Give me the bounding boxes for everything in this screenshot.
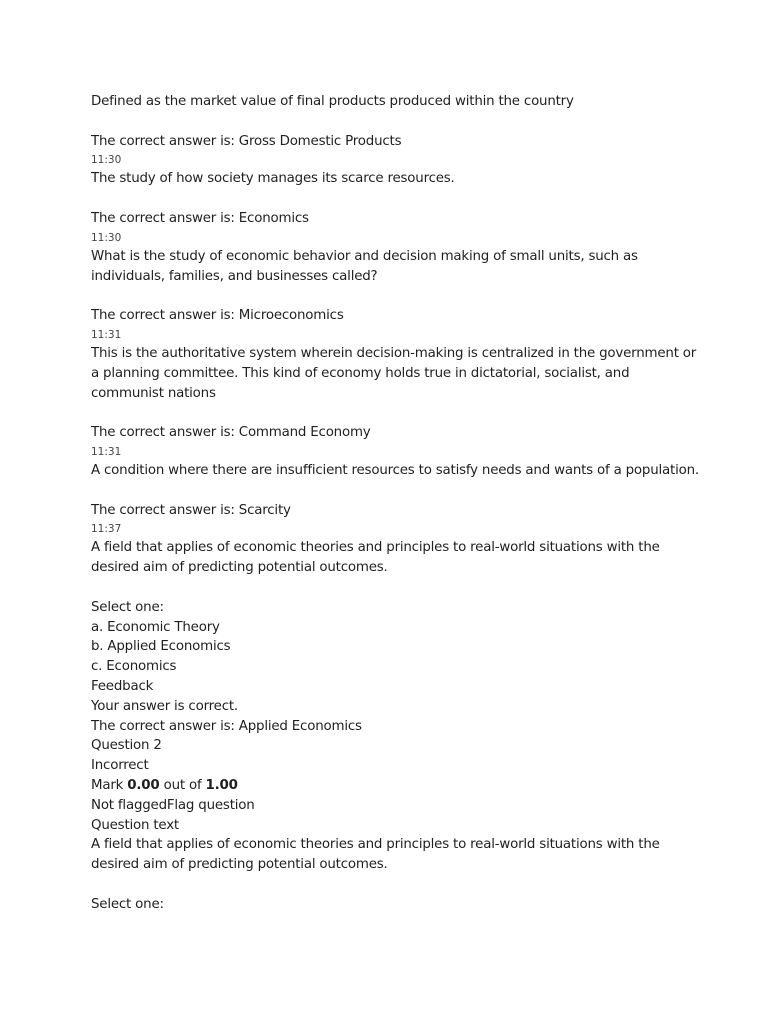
question-status: Incorrect: [91, 758, 149, 774]
correct-answer: The correct answer is: Economics: [91, 210, 309, 226]
question-text: A field that applies of economic theories and principles to real-world situations with the desired aim of predicting potential outcomes.: [91, 837, 660, 873]
timestamp: 11:30: [91, 154, 122, 167]
question-text: A field that applies of economic theories and principles to real-world situations with the desired aim of predicting potential outcomes.: [91, 540, 660, 576]
mark-value: 0.00: [127, 777, 160, 793]
timestamp: 11:31: [91, 328, 122, 341]
timestamp: 11:30: [91, 231, 122, 244]
quiz-document: [91, 92, 701, 914]
question-text: This is the authoritative system wherein decision-making is centralized in the government or a planning committee. This kind of economy holds true in dictatorial, socialist, and communist nations: [91, 345, 697, 401]
feedback-correct-answer: The correct answer is: Applied Economics: [91, 718, 362, 734]
flag-line: [91, 796, 701, 816]
question-text-label: Question text: [91, 817, 179, 833]
select-one-label: Select one:: [91, 599, 164, 615]
correct-answer: The correct answer is: Scarcity: [91, 502, 291, 518]
feedback-label: Feedback: [91, 678, 154, 694]
correct-answer: The correct answer is: Microeconomics: [91, 308, 344, 324]
question-number: Question 2: [91, 738, 162, 754]
option-c: c. Economics: [91, 659, 177, 675]
correct-answer: The correct answer is: Gross Domestic Products: [91, 133, 402, 149]
mark-prefix: Mark: [91, 777, 128, 793]
correct-answer: The correct answer is: Command Economy: [91, 425, 371, 441]
mark-max: 1.00: [205, 777, 238, 793]
select-one-label: Select one:: [91, 896, 164, 912]
option-a: a. Economic Theory: [91, 619, 220, 635]
timestamp: 11:37: [91, 523, 122, 536]
flag-question-link[interactable]: Flag question: [166, 797, 255, 813]
timestamp: 11:31: [91, 445, 122, 458]
question-text: What is the study of economic behavior and decision making of small units, such as individuals, families, and businesses called?: [91, 248, 638, 284]
question-mark: [91, 776, 701, 796]
feedback-text: Your answer is correct.: [91, 698, 238, 714]
question-text: Defined as the market value of final products produced within the country: [91, 94, 574, 109]
mark-middle: out of: [159, 777, 206, 793]
flag-status: Not flagged: [91, 797, 167, 813]
question-text: The study of how society manages its scarce resources.: [91, 171, 455, 187]
option-b: b. Applied Economics: [91, 639, 231, 655]
question-text: A condition where there are insufficient resources to satisfy needs and wants of a population.: [91, 462, 699, 478]
